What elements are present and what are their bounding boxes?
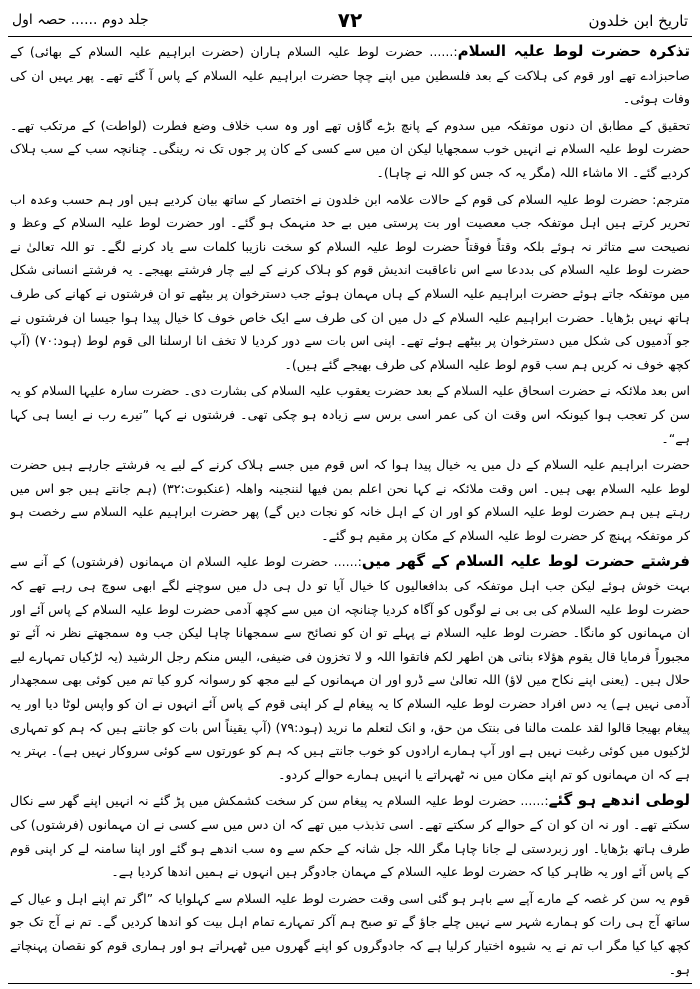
paragraph-text: مترجم: حضرت لوط علیہ السلام کی قوم کے حالات علامہ ابن خلدون نے اختصار کے ساتھ بیان کردیے ہیں اور ہم حسب وعدہ اب تحریر کرتے ہیں اہل موتفکہ جب معصیت اور بت پرستی میں بے حد منہمک ہو گئے۔ اور حضرت لوط علیہ السلام کے وعظ و نصیحت سے متاثر نہ ہوئے بلکہ وقتاً فوقتاً حضرت لوط علیہ السلام کو سخت نازیبا کلمات سے یاد کرنے لگے۔ تو اللہ تعالیٰ نے حضرت لوط علیہ السلام کی بددعا سے اس ناعاقبت اندیش قوم کو ہلاک کرنے کے لیے چار فرشتے بھیجے۔ یہ فرشتے انسانی شکل میں موتفکہ جاتے ہوئے حضرت ابراہیم علیہ السلام کے ہاں مہمان ہوئے جب دسترخوان پر بیٹھے تو ان فرشتوں نے کھانے کی طرف ہاتھ نہیں بڑھایا۔ حضرت ابراہیم علیہ السلام کے دل میں ان کی طرف سے ایک خاص خوف کا خیال پیدا ہوا جیسا ان فرشتوں نے جو آدمیوں کی شکل میں دسترخوان پر بیٹھے ہوئے تھے۔ اپنی اس بات سے دور کردیا لا تخف انا ارسلنا الی قوم لوط (ہود:۷۰) (آپ کچھ خوف نہ کریں ہم سب قوم لوط علیہ السلام کی طرف بھیجے گئے ہیں)۔	[10, 191, 690, 372]
paragraph-text: حضرت ابراہیم علیہ السلام کے دل میں یہ خیال پیدا ہوا کہ اس قوم میں جسے ہلاک کرنے کے لیے یہ فرشتے جارہے ہیں حضرت لوط علیہ السلام بھی ہیں۔ اس وقت ملائکہ نے کہا نحن اعلم بمن فیھا لننجینہ واھلہ (عنکبوت:۳۲) (ہم جانتے ہیں جو اس میں رہتے ہیں ہم حضرت لوط علیہ السلام کو اور ان کے اہل خانہ کو نجات دیں گے) پھر حضرت ابراہیم علیہ السلام سے رخصت ہو کر موتفکہ پہنچ کر حضرت لوط علیہ السلام کے مکان پر مقیم ہو گئے۔	[10, 457, 690, 543]
paragraph-ibrahim-concern	[10, 453, 690, 547]
paragraph-text: اس بعد ملائکہ نے حضرت اسحاق علیہ السلام کے بعد حضرت یعقوب علیہ السلام کی بشارت دی۔ حضرت سارہ علیہا السلام کو یہ سن کر تعجب ہوا کیونکہ اس وقت ان کی عمر اسی برس سے زیادہ ہو چکی تھی۔ فرشتوں نے کہا ”تیرے رب نے ایسا ہی کہا ہے“۔	[10, 383, 690, 446]
paragraph-text: تحقیق کے مطابق ان دنوں موتفکہ میں سدوم کے پانچ بڑے گاؤں تھے اور وہ سب خلاف وضع فطرت (لواطت) کے مرتکب تھے۔ حضرت لوط علیہ السلام نے انہیں خوب سمجھایا لیکن ان میں سے کسی کے کان پر جوں تک نہ رینگی۔ چنانچہ سب کے سب ہلاک کردیے گئے۔ الا ماشاء اللہ (مگر یہ کہ جس کو اللہ نے چاہا)۔	[10, 117, 690, 180]
footer-divider	[8, 983, 692, 984]
paragraph-angels-house	[10, 550, 690, 786]
paragraph-sodom	[10, 114, 690, 185]
paragraph-glad-tidings	[10, 379, 690, 450]
paragraph-text: :...... حضرت لوط علیہ السلام یہ پیغام سن کر سخت کشمکش میں پڑ گئے نہ انہیں اپنے گھر سے نکال سکتے تھے۔ اور نہ ان کو ان کے حوالے کر سکتے تھے۔ اسی تذبذب میں تھے کہ ان دس میں سے کسی نے ان مہمانوں (فرشتوں) کی طرف ہاتھ بڑھایا۔ اور زبردستی لے جانا چاہا مگر اللہ جل شانہ کے حکم سے وہ سب اندھے ہو گئے اور اپنا سامنہ لے کر اپنی قوم کے پاس آئے اور یہ ظاہر کیا کہ حضرت لوط علیہ السلام کے مہمان جادوگر ہیں انہوں نے ہمیں اندھا کردیا ہے۔	[10, 793, 690, 880]
paragraph-blinded	[10, 789, 690, 883]
section-heading-lot: تذکرہ حضرت لوط علیہ السلام	[457, 42, 690, 60]
page-number: ۷۲	[337, 8, 363, 32]
book-title: تاریخ ابن خلدون	[588, 12, 688, 30]
volume-part-label: جلد دوم ...... حصہ اول	[12, 12, 149, 28]
header-divider	[8, 36, 692, 37]
page-body	[10, 40, 690, 980]
paragraph-threat	[10, 887, 690, 980]
paragraph-text: قوم یہ سن کر غصہ کے مارے آپے سے باہر ہو گئی اسی وقت حضرت لوط علیہ السلام سے کہلوایا کہ ”اگر تم اپنے اہل و عیال کے ساتھ آج ہی رات کو ہمارے شہر سے نہیں چلے جاؤ گے تو صبح ہم آکر تمہارے تمام اہل بیت کو اندھا کردیں گے۔ تم نے آج تک جو کچھ کیا کیا مگر اب تم نے یہ شیوہ اختیار کرلیا ہے کہ جادوگروں کو اپنے گھروں میں ٹھہراتے ہو اور ہماری قوم کو نقصان پہنچاتے ہو۔	[10, 890, 690, 977]
page-header	[8, 8, 692, 34]
section-heading-angels: فرشتے حضرت لوط علیہ السلام کے گھر میں	[361, 552, 690, 571]
paragraph-text: :...... حضرت لوط علیہ السلام ہاران (حضرت ابراہیم علیہ السلام کے بھائی) کے صاحبزادے تھے اور قوم کی ہلاکت کے بعد فلسطین میں اپنے چچا حضرت ابراہیم علیہ السلام کے پاس آ گئے تھے۔ پھر یہیں ان کی وفات ہوئی۔	[10, 44, 690, 107]
paragraph-translator	[10, 188, 690, 377]
paragraph-text: :...... حضرت لوط علیہ السلام ان مہمانوں (فرشتوں) کے آنے سے بہت خوش ہوئے لیکن جب اہل موتفکہ کی بدافعالیوں کا خیال آیا تو دل ہی دل میں سوچنے لگے ابھی سوچ ہی رہے تھے کہ حضرت لوط علیہ السلام کی بی بی نے لوگوں کو آگاہ کردیا چنانچہ ان میں سے کچھ آدمی حضرت لوط علیہ السلام کے پاس آئے اور ان مہمانوں کو مانگا۔ حضرت لوط علیہ السلام نے پہلے تو ان کو نصائح سے سمجھانا چاہا لیکن جب وہ سمجھتے نظر نہ آئے تو مجبوراً فرمایا قال یقوم ھؤلاء بناتی ھن اطھر لکم فاتقوا اللہ و لا تخزون فی ضیفی، الیس منکم رجل الرشید (یہ لڑکیاں تمہارے لیے حلال ہیں۔ (یعنی اپنے نکاح میں لاؤ) اللہ تعالیٰ سے ڈرو اور ان مہمانوں کے لیے مجھ کو رسوانہ کرو کیا تم میں کوئی بھی سمجھدار آدمی نہیں ہے) یہ دس افراد حضرت لوط علیہ السلام کا یہ پیغام لے کر اپنی قوم کے پاس آئے انہوں نے ان کو واپس لوٹا دیا اور یہ پیغام بھیجا قالوا لقد علمت مالنا فی بنتک من حق، و انک لتعلم ما نرید (ہود:۷۹) (آپ یقیناً اس بات کو جانتے ہیں کہ ہم کو تمہاری لڑکیوں میں کوئی رغبت نہیں ہے اور آپ ہمارے ارادوں کو خوب جانتے ہیں کہ ہم کو عورتوں سے کوئی سروکار نہیں ہے)۔ بہتر یہ ہے کہ ان مہمانوں کو تم اپنے مکان میں نہ ٹھہراتے یا انہیں ہمارے حوالے کردو۔	[10, 554, 690, 782]
section-heading-blinded: لوطی اندھے ہو گئے	[548, 791, 690, 810]
paragraph-lot-intro	[10, 40, 690, 111]
